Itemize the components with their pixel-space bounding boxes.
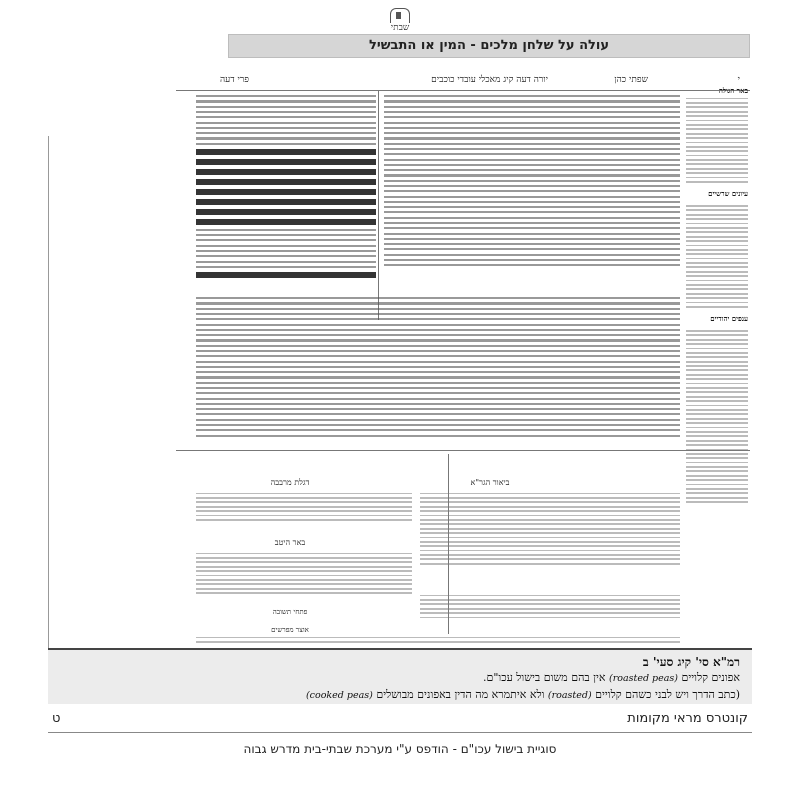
heading-beer-heitev: באר היטב bbox=[274, 538, 306, 547]
reference-line-roasted bbox=[60, 670, 740, 687]
lower-right-text bbox=[420, 592, 680, 632]
reference-phrase: אפונים קלויים bbox=[681, 671, 740, 684]
shach-column bbox=[384, 92, 680, 292]
reference-english-roasted: (roasted) bbox=[547, 690, 592, 701]
heading-dagul-merevava: דגלת מרבבה bbox=[270, 478, 310, 487]
footer-subtitle: סוגיית בישול עכו"ם - הודפס ע"י מערכת שבתי-בית מדרש גבוה bbox=[243, 742, 557, 756]
reference-english-cooked: (cooked peas) bbox=[305, 690, 373, 701]
otzar-text bbox=[196, 634, 680, 644]
footer bbox=[48, 708, 752, 730]
footer-page-number: ט bbox=[52, 711, 61, 726]
reference-line-cooked bbox=[60, 687, 740, 704]
side-column bbox=[48, 136, 169, 702]
wide-commentary bbox=[196, 294, 680, 474]
running-head-number: י bbox=[737, 75, 740, 85]
logo-text: שבתי bbox=[390, 23, 410, 33]
side-heading-iyunim: עיונים שרשיים bbox=[708, 189, 748, 199]
dagul-merevava-text bbox=[196, 490, 412, 534]
reference-phrase-rest: אין בהם משום בישול עכו"ם. bbox=[482, 671, 606, 684]
reference-note-mid: ולא איתמרא מה הדין באפונים מבושלים bbox=[376, 688, 545, 701]
side-column-right bbox=[686, 86, 748, 636]
publisher-logo bbox=[380, 8, 420, 36]
logo-emblem-icon bbox=[390, 8, 410, 23]
column-divider bbox=[378, 90, 379, 320]
running-head-shach: שפתי כהן bbox=[614, 75, 648, 85]
beur-hagra-text bbox=[420, 490, 680, 590]
heading-pitchei-teshuva: פתחי תשובה bbox=[272, 608, 308, 616]
heading-beur-hagra: ביאור הגר"א bbox=[470, 478, 510, 487]
running-head-center: יורה דעה קיג מאכלי עובדי כוכבים bbox=[431, 75, 548, 85]
page-title: עולה על שלחן מלכים - המין או התבשיל bbox=[228, 34, 750, 58]
reference-note: (כתב הדרך ויש לבני כשהם קלויים bbox=[595, 688, 740, 701]
side-heading-beer-hagolah: באר הגולה bbox=[718, 86, 748, 95]
main-text-column bbox=[196, 92, 376, 292]
side-heading-anafim: ענפים יהודיים bbox=[710, 314, 748, 324]
header-rule bbox=[176, 90, 750, 91]
running-head-pri-deah: פרי דעה bbox=[220, 75, 249, 85]
heading-otzar-mefarshim: אוצר מפרשים bbox=[271, 626, 309, 634]
footer-booklet-title: קונטרס מראי מקומות bbox=[627, 711, 748, 726]
reference-citation: רמ"א סי' קיג סעי' ב bbox=[642, 655, 740, 669]
reference-english-gloss: (roasted peas) bbox=[608, 673, 679, 684]
source-reference-box bbox=[48, 648, 752, 704]
footer-divider bbox=[48, 732, 752, 733]
